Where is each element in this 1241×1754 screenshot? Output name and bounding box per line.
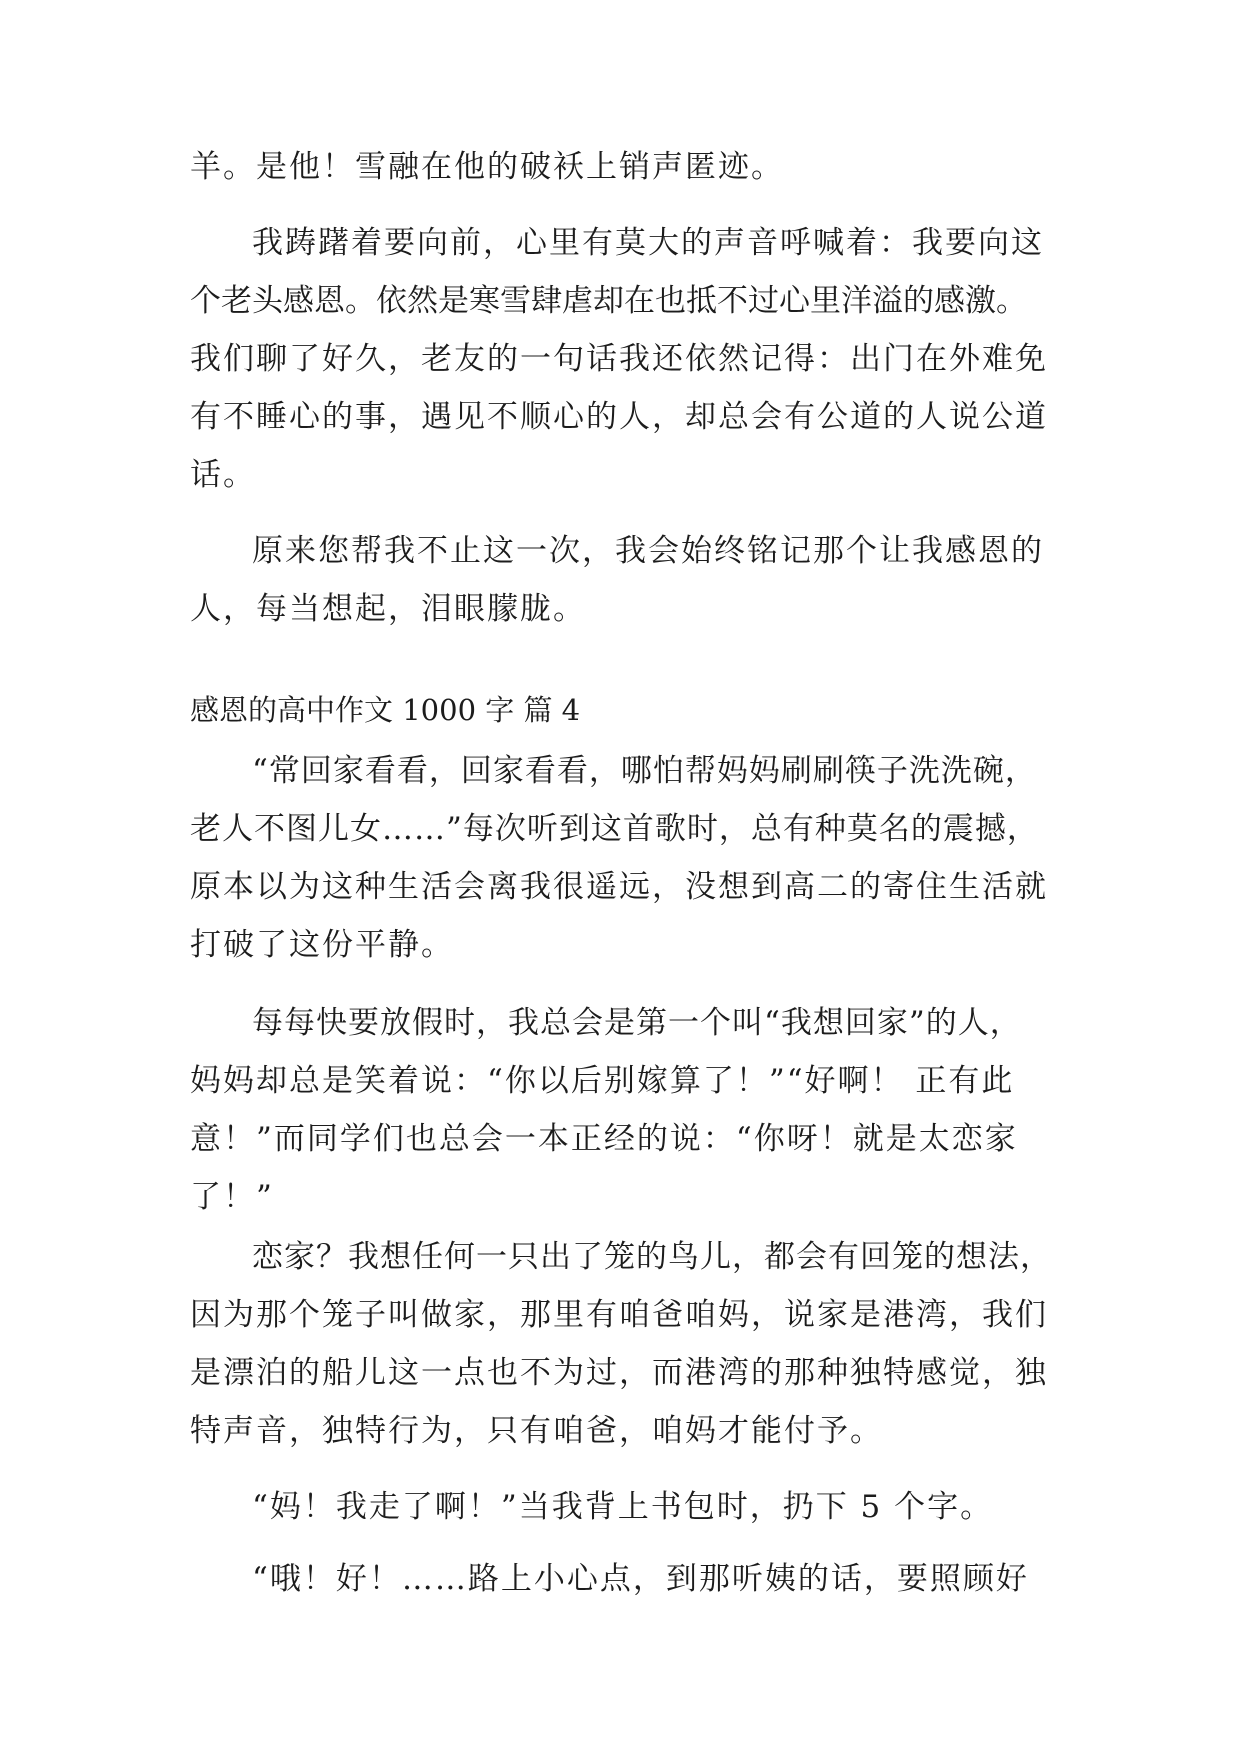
text-line: 我们聊了好久，老友的一句话我还依然记得：出门在外难免	[190, 341, 1048, 377]
text-line: 老人不图儿女……”每次听到这首歌时，总有种莫名的震撼，	[190, 811, 1039, 847]
text-line: 打破了这份平静。	[190, 927, 454, 963]
text-line: 个老头感恩。依然是寒雪肆虐却在也抵不过心里洋溢的感激。	[190, 283, 1027, 319]
text-line: 话。	[190, 457, 256, 493]
text-line: 意！”而同学们也总会一本正经的说：“你呀！就是太恋家	[190, 1121, 1018, 1157]
text-line: 我踌躇着要向前，心里有莫大的声音呼喊着：我要向这	[252, 225, 1044, 261]
text-line: “常回家看看，回家看看，哪怕帮妈妈刷刷筷子洗洗碗，	[252, 753, 1037, 789]
text-line: 是漂泊的船儿这一点也不为过，而港湾的那种独特感觉，独	[190, 1355, 1048, 1391]
text-line: “哦！好！……路上小心点，到那听姨的话，要照顾好	[252, 1561, 1029, 1597]
text-line: 妈妈却总是笑着说：“你以后别嫁算了！”“好啊！ 正有此	[190, 1063, 1015, 1099]
section-heading: 感恩的高中作文 1000 字 篇 4	[190, 693, 581, 727]
text-line: 每每快要放假时，我总会是第一个叫“我想回家”的人，	[252, 1005, 1022, 1041]
text-line: 羊。是他！雪融在他的破袄上销声匿迹。	[190, 149, 784, 185]
text-line: 有不睡心的事，遇见不顺心的人，却总会有公道的人说公道	[190, 399, 1048, 435]
text-line: “妈！我走了啊！”当我背上书包时，扔下 5 个字。	[252, 1489, 994, 1525]
text-line: 特声音，独特行为，只有咱爸，咱妈才能付予。	[190, 1413, 883, 1449]
text-line: 了！”	[190, 1179, 274, 1215]
text-line: 原本以为这种生活会离我很遥远，没想到高二的寄住生活就	[190, 869, 1048, 905]
text-line: 原来您帮我不止这一次，我会始终铭记那个让我感恩的	[252, 533, 1044, 569]
text-line: 人，每当想起，泪眼朦胧。	[190, 591, 586, 627]
text-line: 恋家？我想任何一只出了笼的鸟儿，都会有回笼的想法，	[252, 1239, 1052, 1275]
text-line: 因为那个笼子叫做家，那里有咱爸咱妈，说家是港湾，我们	[190, 1297, 1048, 1333]
